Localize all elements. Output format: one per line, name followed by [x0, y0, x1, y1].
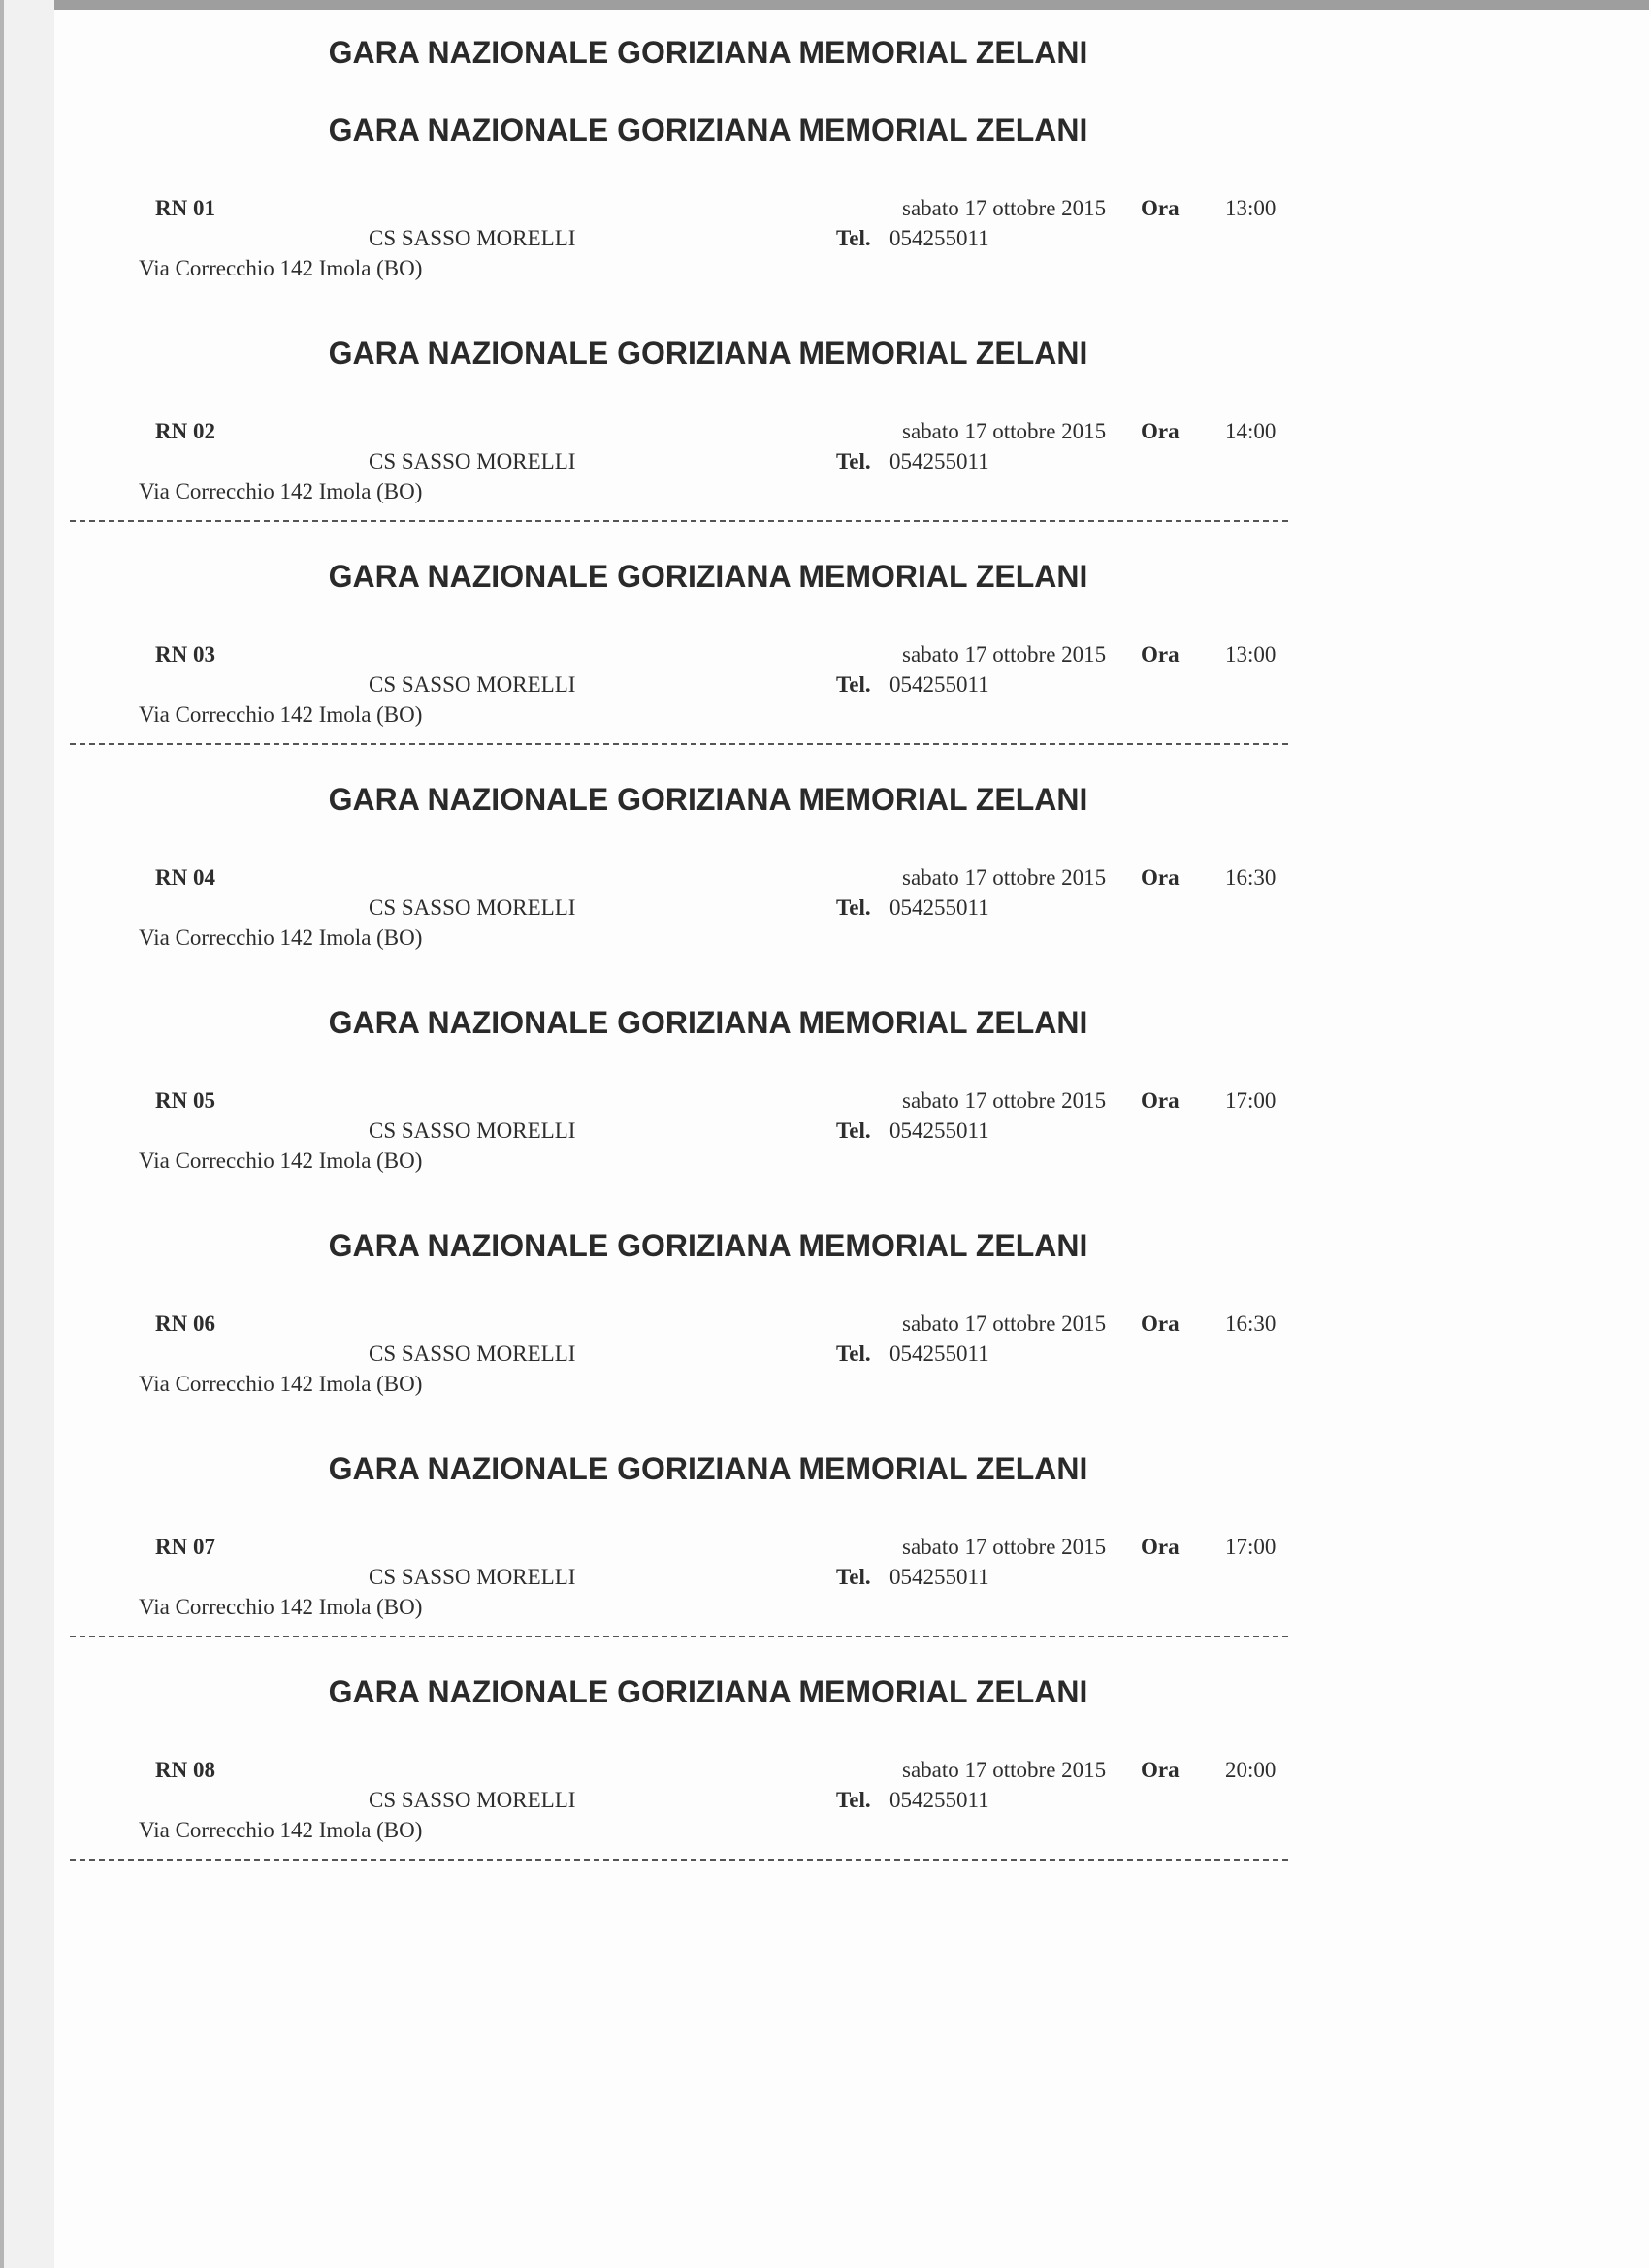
- entry-time: 16:30: [1225, 865, 1277, 890]
- tel-label: Tel.: [836, 449, 871, 473]
- ora-label: Ora: [1141, 1535, 1180, 1559]
- cut-line: [70, 743, 1288, 745]
- entry-block: [0, 1086, 1649, 1232]
- entry-code: RN 08: [155, 1758, 215, 1782]
- entry-club: CS SASSO MORELLI: [369, 226, 576, 250]
- entry-address: Via Correcchio 142 Imola (BO): [139, 925, 423, 950]
- entry-title: GARA NAZIONALE GORIZIANA MEMORIAL ZELANI: [328, 782, 1088, 817]
- entry-club: CS SASSO MORELLI: [369, 672, 576, 697]
- cut-line: [70, 1859, 1288, 1861]
- entry-date: sabato 17 ottobre 2015: [902, 642, 1107, 666]
- entry-code: RN 02: [155, 419, 215, 443]
- tel-label: Tel.: [836, 1342, 871, 1366]
- entry-address: Via Correcchio 142 Imola (BO): [139, 1595, 423, 1619]
- ora-label: Ora: [1141, 1088, 1180, 1113]
- entry-block: [0, 863, 1649, 1009]
- entry-phone: 054255011: [889, 895, 989, 920]
- ora-label: Ora: [1141, 196, 1180, 220]
- document-title: GARA NAZIONALE GORIZIANA MEMORIAL ZELANI: [328, 35, 1088, 70]
- entry-date: sabato 17 ottobre 2015: [902, 1312, 1107, 1336]
- entry-phone: 054255011: [889, 1118, 989, 1143]
- entry-time: 16:30: [1225, 1312, 1277, 1336]
- tel-label: Tel.: [836, 1118, 871, 1143]
- entry-block: [0, 417, 1649, 563]
- entry-phone: 054255011: [889, 1342, 989, 1366]
- entry-date: sabato 17 ottobre 2015: [902, 1758, 1107, 1782]
- entry-block: [0, 1533, 1649, 1678]
- cut-line: [70, 1636, 1288, 1637]
- entry-block: [0, 1310, 1649, 1455]
- ora-label: Ora: [1141, 1312, 1180, 1336]
- tel-label: Tel.: [836, 226, 871, 250]
- entry-phone: 054255011: [889, 226, 989, 250]
- entry-title: GARA NAZIONALE GORIZIANA MEMORIAL ZELANI: [328, 336, 1088, 371]
- tel-label: Tel.: [836, 672, 871, 697]
- entry-club: CS SASSO MORELLI: [369, 1118, 576, 1143]
- tel-label: Tel.: [836, 1565, 871, 1589]
- entry-code: RN 05: [155, 1088, 215, 1113]
- entry-time: 13:00: [1225, 196, 1277, 220]
- cut-line: [70, 520, 1288, 522]
- entry-address: Via Correcchio 142 Imola (BO): [139, 1818, 423, 1842]
- entry-date: sabato 17 ottobre 2015: [902, 1088, 1107, 1113]
- entry-block: [0, 1756, 1649, 1901]
- entry-title: GARA NAZIONALE GORIZIANA MEMORIAL ZELANI: [328, 113, 1088, 147]
- entry-title: GARA NAZIONALE GORIZIANA MEMORIAL ZELANI: [328, 1228, 1088, 1263]
- entry-title: GARA NAZIONALE GORIZIANA MEMORIAL ZELANI: [328, 559, 1088, 594]
- ora-label: Ora: [1141, 1758, 1180, 1782]
- entry-club: CS SASSO MORELLI: [369, 895, 576, 920]
- entry-code: RN 04: [155, 865, 215, 890]
- entry-title: GARA NAZIONALE GORIZIANA MEMORIAL ZELANI: [328, 1674, 1088, 1709]
- entry-address: Via Correcchio 142 Imola (BO): [139, 1372, 423, 1396]
- entry-club: CS SASSO MORELLI: [369, 1565, 576, 1589]
- entry-club: CS SASSO MORELLI: [369, 449, 576, 473]
- entry-code: RN 07: [155, 1535, 215, 1559]
- entry-club: CS SASSO MORELLI: [369, 1342, 576, 1366]
- entry-time: 17:00: [1225, 1088, 1277, 1113]
- entry-time: 13:00: [1225, 642, 1277, 666]
- entry-address: Via Correcchio 142 Imola (BO): [139, 256, 423, 280]
- entry-club: CS SASSO MORELLI: [369, 1788, 576, 1812]
- tel-label: Tel.: [836, 895, 871, 920]
- entry-block: [0, 640, 1649, 786]
- entry-title: GARA NAZIONALE GORIZIANA MEMORIAL ZELANI: [328, 1005, 1088, 1040]
- entry-code: RN 01: [155, 196, 215, 220]
- tel-label: Tel.: [836, 1788, 871, 1812]
- entry-phone: 054255011: [889, 1565, 989, 1589]
- entry-date: sabato 17 ottobre 2015: [902, 1535, 1107, 1559]
- ora-label: Ora: [1141, 419, 1180, 443]
- entry-code: RN 06: [155, 1312, 215, 1336]
- entry-phone: 054255011: [889, 1788, 989, 1812]
- entry-address: Via Correcchio 142 Imola (BO): [139, 479, 423, 503]
- entry-code: RN 03: [155, 642, 215, 666]
- entry-address: Via Correcchio 142 Imola (BO): [139, 702, 423, 727]
- entry-time: 20:00: [1225, 1758, 1277, 1782]
- entry-title: GARA NAZIONALE GORIZIANA MEMORIAL ZELANI: [328, 1451, 1088, 1486]
- entry-block: [0, 194, 1649, 340]
- entry-time: 17:00: [1225, 1535, 1277, 1559]
- entry-phone: 054255011: [889, 672, 989, 697]
- entry-date: sabato 17 ottobre 2015: [902, 865, 1107, 890]
- ora-label: Ora: [1141, 865, 1180, 890]
- entry-date: sabato 17 ottobre 2015: [902, 196, 1107, 220]
- entry-time: 14:00: [1225, 419, 1277, 443]
- ora-label: Ora: [1141, 642, 1180, 666]
- entry-phone: 054255011: [889, 449, 989, 473]
- entry-address: Via Correcchio 142 Imola (BO): [139, 1149, 423, 1173]
- scan-edge-top: [0, 0, 1649, 10]
- entry-date: sabato 17 ottobre 2015: [902, 419, 1107, 443]
